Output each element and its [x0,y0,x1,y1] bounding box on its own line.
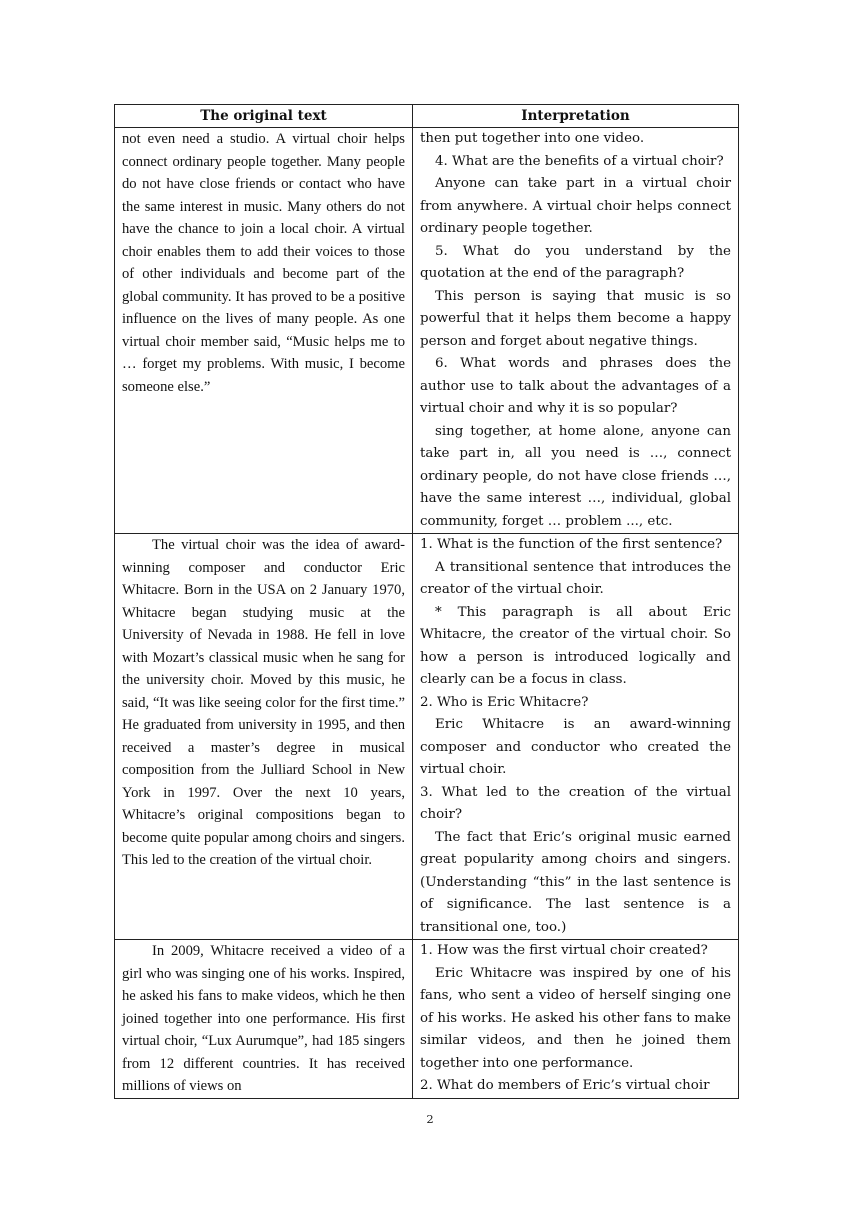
table-row [115,128,739,534]
interpretation-answer: A transitional sentence that introduces the creator of the virtual choir. [420,559,731,597]
interpretation-question: 1. What is the function of the first sentence? [420,537,723,552]
interpretation-answer: This person is saying that music is so powerful that it helps them become a happy person and forget about negative things. [420,288,731,349]
interpretation-cell [413,940,739,1099]
original-paragraph: In 2009, Whitacre received a video of a girl who was singing one of his works. Inspired, he asked his fans to make videos, which he then joined together into one performance. His first virtual choir, “Lux Aurumque”, had 185 singers from 12 different countries. It has received millions of views on [122,943,405,1094]
interpretation-header: Interpretation [413,105,739,128]
interpretation-answer: Eric Whitacre is an award-winning composer and conductor who created the virtual choir. [420,717,731,777]
table-row [115,534,739,940]
interpretation-question: 2. Who is Eric Whitacre? [420,694,589,710]
table-row [115,940,739,1099]
interpretation-question: 1. How was the first virtual choir created? [420,943,708,958]
interpretation-cell [413,534,739,940]
interpretation-cell [413,128,739,534]
interpretation-note: * This paragraph is all about Eric Whitacre, the creator of the virtual choir. So how a person is introduced logically and clearly can be a focus in class. [420,604,731,687]
original-text-header: The original text [115,105,413,128]
text-interpretation-table [114,104,739,1099]
original-text-cell [115,534,413,940]
interpretation-answer: Eric Whitacre was inspired by one of his fans, who sent a video of herself singing one of his works. He asked his other fans to make similar videos, and then he joined them together into one performance. [420,965,731,1071]
original-text-cell [115,128,413,534]
interpretation-answer: The fact that Eric’s original music earned great popularity among choirs and singers. (Understanding “this” in the last sentence is of significance. The last sentence is a transitional one, too.) [420,829,731,935]
page-number: 2 [426,1112,434,1126]
interpretation-answer: sing together, at home alone, anyone can take part in, all you need is …, connect ordinary people, do not have close friends …, have the same interest …, individual, global community, forget … problem ..., etc. [420,423,731,529]
interpretation-question: 5. What do you understand by the quotation at the end of the paragraph? [420,243,731,281]
interpretation-continuation: then put together into one video. [420,131,645,146]
original-text-cell [115,940,413,1099]
table-header-row [115,105,739,128]
interpretation-question: 6. What words and phrases does the author use to talk about the advantages of a virtual choir and why it is so popular? [420,356,731,416]
original-paragraph: The virtual choir was the idea of award-winning composer and conductor Eric Whitacre. Born in the USA on 2 January 1970, Whitacre began studying music at the University of Nevada in 1988. He fell in love with Mozart’s classical music when he sang for the university choir. Moved by this music, he said, “It was like seeing color for the first time.” He graduated from university in 1995, and then received a master’s degree in musical composition from the Julliard School in New York in 1997. Over the next 10 years, Whitacre’s original compositions began to become quite popular among choirs and singers. This led to the creation of the virtual choir. [122,537,405,868]
interpretation-answer: Anyone can take part in a virtual choir from anywhere. A virtual choir helps connect ordinary people together. [420,176,731,236]
interpretation-question: 2. What do members of Eric’s virtual choir [420,1078,710,1093]
original-paragraph: not even need a studio. A virtual choir helps connect ordinary people together. Many people do not have close friends or contact who have the same interest in music. Many others do not have the chance to join a local choir. A virtual choir enables them to add their voices to those of other individuals and become part of the global community. It has proved to be a positive influence on the lives of many people. As one virtual choir member said, “Music helps me to … forget my problems. With music, I become someone else.” [122,131,405,395]
interpretation-question: 4. What are the benefits of a virtual choir? [435,153,724,169]
interpretation-question: 3. What led to the creation of the virtual choir? [420,784,731,822]
